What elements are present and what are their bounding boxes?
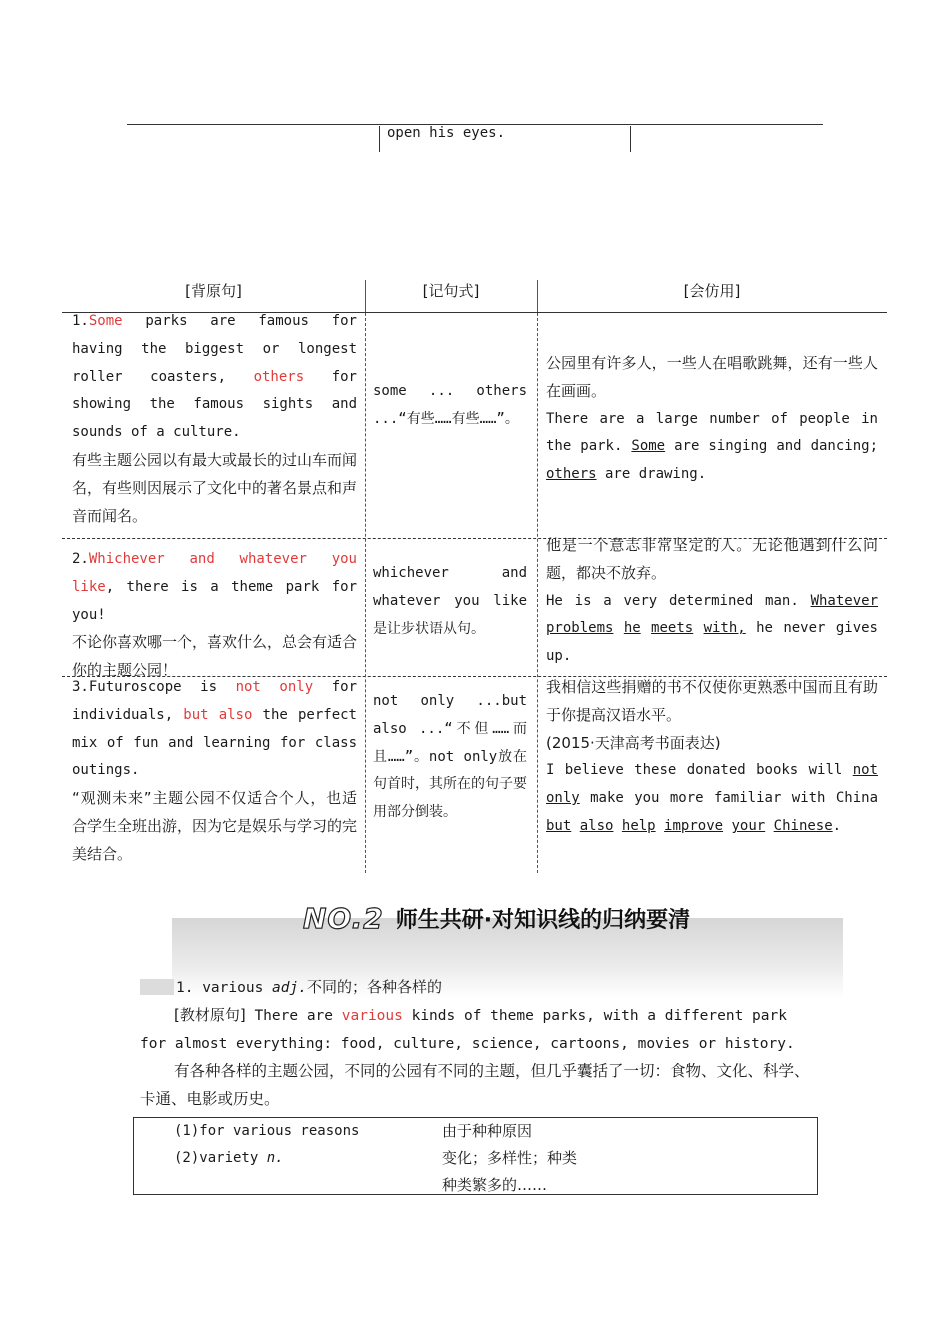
row2-pattern: whichever and whatever you like 是让步状语从句。 bbox=[373, 565, 527, 637]
vocab-heading: 1. various adj.不同的；各种各样的 bbox=[176, 978, 442, 996]
row1-pattern: some ... others ...“有些……有些……”。 bbox=[373, 383, 527, 427]
vocab-translation: 有各种各样的主题公园，不同的公园有不同的主题，但几乎囊括了一切：食物、文化、科学、卡通、电影或历史。 bbox=[140, 1062, 810, 1108]
row3-pattern: not only ...but also ...“不但……而且……”。not only放在句首时，其所在的句子要用部分倒装。 bbox=[373, 693, 527, 821]
header-original: [背原句] bbox=[185, 282, 242, 300]
box-row2-left: (2)variety n. bbox=[174, 1150, 284, 1166]
header-pattern: [记句式] bbox=[422, 282, 480, 300]
top-fragment-text: open his eyes. bbox=[387, 125, 506, 141]
row2-original: 2.Whichever and whatever you like, there is a theme park for you! 不论你喜欢哪一个，喜欢什么，总会有适合你的主题公园！ bbox=[72, 546, 357, 685]
row2-practice bbox=[546, 532, 878, 671]
row3-original: 3.Futuroscope is not only for individuals, but also the perfect mix of fun and learning for class outings. “观测未来”主题公园不仅适合个人，也适合学生全班出游，因为它是娱乐与学习的完美结合。 bbox=[72, 674, 357, 869]
row3-original-cn: “观测未来”主题公园不仅适合个人，也适合学生全班出游，因为它是娱乐与学习的完美结合。 bbox=[72, 789, 358, 863]
header-practice: [会仿用] bbox=[683, 282, 741, 300]
row3-practice-cn: 我相信这些捐赠的书不仅使你更熟悉中国而且有助于你提高汉语水平。 bbox=[546, 678, 878, 724]
top-divider-right bbox=[630, 126, 631, 152]
section-title: 师生共研·对知识线的归纳要清 bbox=[395, 907, 691, 933]
box-row1-left: (1)for various reasons bbox=[174, 1123, 360, 1139]
row1-practice bbox=[546, 350, 878, 489]
row1-original: 1.Some parks are famous for having the biggest or longest roller coasters, others for showing the famous sights and sounds of a culture. 有些主题公园以有最大或最长的过山车而闻名，有些则因展示了文化中的著名景点和声音而闻名。 bbox=[72, 308, 357, 530]
col-rule-a-head bbox=[365, 280, 366, 312]
row2-practice-en: He is a very determined man. Whatever problems he meets with, he never gives up. bbox=[546, 592, 878, 665]
col-rule-a bbox=[365, 313, 366, 873]
row3-practice-en: I believe these donated books will not only make you more familiar with China but also help improve your Chinese. bbox=[546, 762, 878, 834]
row1-practice-cn: 公园里有许多人，一些人在唱歌跳舞，还有一些人在画画。 bbox=[546, 354, 878, 400]
section-heading bbox=[303, 898, 690, 938]
sentence-table bbox=[62, 280, 887, 880]
col-rule-b bbox=[537, 313, 538, 873]
col-rule-b-head bbox=[537, 280, 538, 312]
row1-practice-en: There are a large number of people in the park. Some are singing and dancing; others are drawing. bbox=[546, 410, 879, 483]
box-row2-right: 变化；多样性；种类 bbox=[442, 1149, 578, 1167]
item-marker bbox=[140, 979, 174, 995]
section-number: NO.2 bbox=[303, 901, 384, 935]
row2-practice-cn: 他是一个意志非常坚定的人。无论他遇到什么问题，都决不放弃。 bbox=[546, 536, 878, 582]
row1-original-cn: 有些主题公园以有最大或最长的过山车而闻名，有些则因展示了文化中的著名景点和声音而闻名。 bbox=[72, 450, 358, 525]
box-row1-right: 由于种种原因 bbox=[442, 1122, 533, 1140]
row3-practice bbox=[546, 674, 878, 841]
vocab-source-sentence: [教材原句] There are various kinds of theme parks, with a different park for almost everything: food, culture, science, cartoons, movies or history. bbox=[140, 1006, 795, 1052]
row2-original-cn: 不论你喜欢哪一个，喜欢什么，总会有适合你的主题公园！ bbox=[72, 633, 358, 680]
row3-practice-source: (2015·天津高考书面表达) bbox=[546, 733, 721, 752]
box-row3-right: 种类繁多的…… bbox=[442, 1176, 548, 1194]
expansion-box bbox=[133, 1117, 818, 1195]
top-divider-left bbox=[379, 126, 380, 152]
